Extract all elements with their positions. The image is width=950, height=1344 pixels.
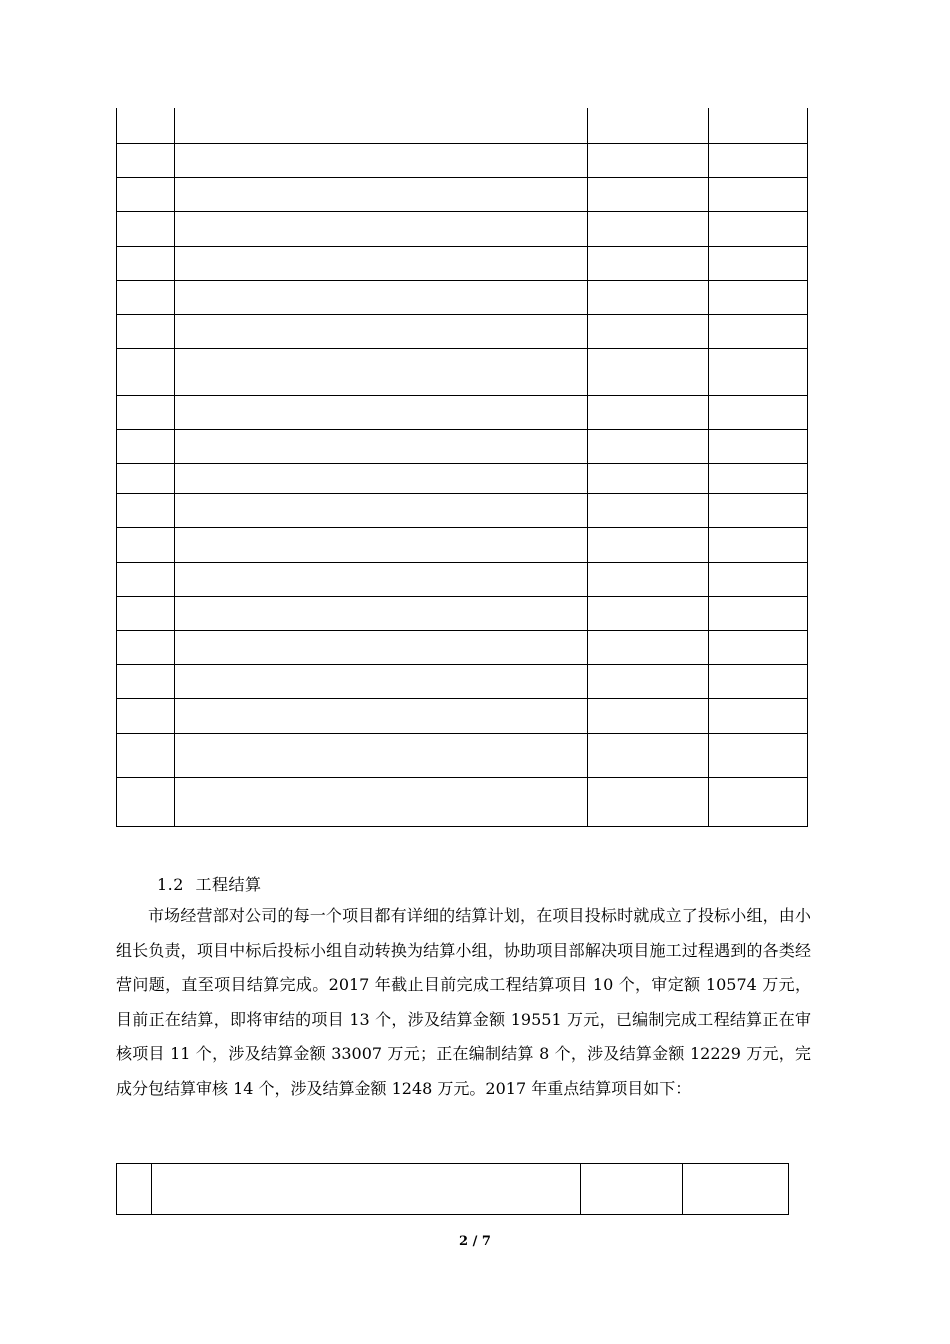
- table-row: [117, 395, 808, 429]
- table-row: [117, 177, 808, 211]
- section-number: 1.2: [157, 875, 184, 894]
- body-paragraph: 市场经营部对公司的每一个项目都有详细的结算计划，在项目投标时就成立了投标小组，由小组长负责，项目中标后投标小组自动转换为结算小组，协助项目部解决项目施工过程遇到的各类经营问题，直至项目结算完成。2017 年截止目前完成工程结算项目 10 个，审定额 10574 万元，目前正在结算，即将审结的项目 13 个，涉及结算金额 19551 万元，已编制完成工程结算正在审核项目 11 个，涉及结算金额 33007 万元；正在编制结算 8 个，涉及结算金额 12229 万元，完成分包结算审核 14 个，涉及结算金额 1248 万元。2017 年重点结算项目如下：: [116, 906, 811, 1098]
- table-row: [117, 630, 808, 664]
- table-row: [117, 211, 808, 246]
- table-row: [117, 664, 808, 698]
- table-row: [117, 596, 808, 630]
- table-row: [117, 527, 808, 562]
- table-row: [117, 280, 808, 314]
- table-row: [117, 733, 808, 777]
- table-row: [117, 143, 808, 177]
- page-number: 2 / 7: [459, 1234, 491, 1249]
- table-row: [117, 562, 808, 596]
- table-row: [117, 777, 808, 826]
- section-heading: [157, 872, 262, 895]
- table-row: [117, 246, 808, 280]
- table-row: [117, 429, 808, 463]
- table-row: [117, 463, 808, 493]
- section-title: 工程结算: [195, 875, 262, 894]
- top-table: [116, 108, 808, 827]
- table-row: [117, 108, 808, 143]
- bottom-table: [116, 1163, 789, 1215]
- table-row: [117, 698, 808, 733]
- table-row: [117, 348, 808, 395]
- table-row: [117, 1164, 789, 1215]
- table-row: [117, 493, 808, 527]
- table-row: [117, 314, 808, 348]
